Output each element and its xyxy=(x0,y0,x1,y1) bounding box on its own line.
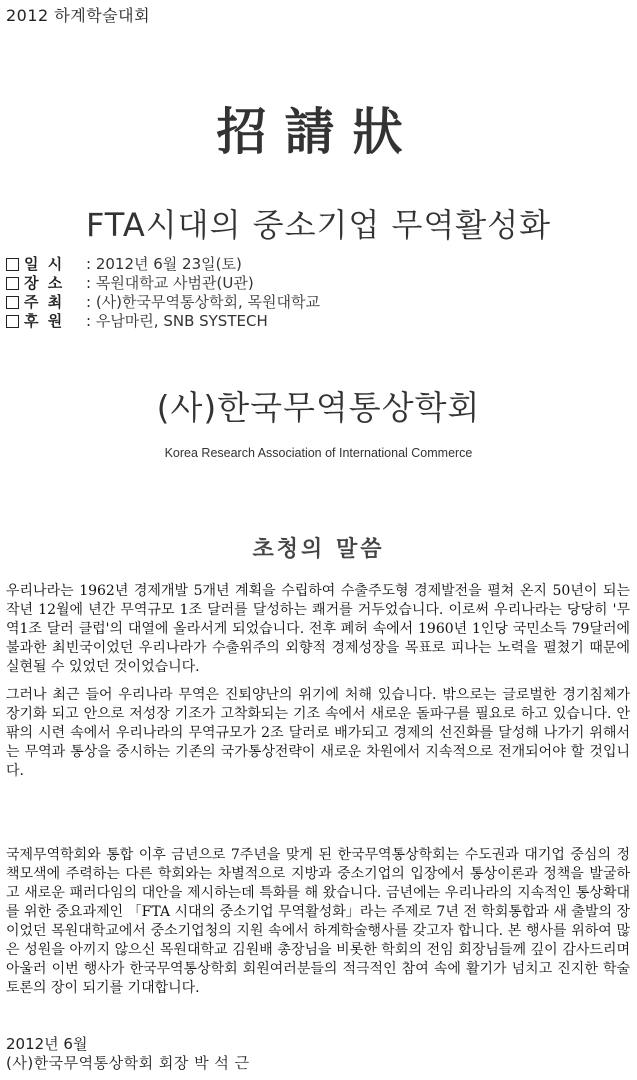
detail-value: (사)한국무역통상학회, 목원대학교 xyxy=(95,293,320,311)
checkbox-bullet-icon xyxy=(6,258,19,271)
detail-value: 목원대학교 사범관(U관) xyxy=(95,274,254,292)
organization-name-english: Korea Research Association of International Commerce xyxy=(164,446,473,460)
organization-name-korean: (사)한국무역통상학회 xyxy=(156,388,481,427)
detail-value: 우남마린, SNB SYSTECH xyxy=(95,312,268,330)
detail-key: 일 시 xyxy=(24,255,65,273)
detail-separator: : xyxy=(86,312,96,330)
invitation-title: 招請狀 xyxy=(216,102,421,161)
detail-key: 장 소 xyxy=(24,274,65,292)
signature-name: (사)한국무역통상학회 회장 박 석 근 xyxy=(6,1054,250,1072)
detail-row-host xyxy=(6,293,320,312)
checkbox-bullet-icon xyxy=(6,296,19,309)
detail-key: 주 최 xyxy=(24,293,65,311)
greeting-paragraph: 우리나라는 1962년 경제개발 5개년 계획을 수립하여 수출주도형 경제발전을 펼쳐 온지 50년이 되는 작년 12월에 년간 무역규모 1조 달러를 달성하는 쾌거를 거두었습니다. 이로써 우리나라는 당당히 '무역1조 달러 클럽'의 대열에 올라서게 되었습니다. 전후 폐허 속에서 1960년 1인당 국민소득 79달러에 불과한 최빈국이었던 우리나라가 수출위주의 외향적 경제성장을 목표로 피나는 노력을 펼쳤기 때문에 실현될 수 있었던 것이었습니다. xyxy=(6,583,630,675)
checkbox-bullet-icon xyxy=(6,315,19,328)
signature-date: 2012년 6월 xyxy=(6,1035,88,1053)
event-label: 2012 하계학술대회 xyxy=(6,6,151,25)
checkbox-bullet-icon xyxy=(6,277,19,290)
greeting-paragraph: 국제무역학회와 통합 이후 금년으로 7주년을 맞게 된 한국무역통상학회는 수도권과 대기업 중심의 정책모색에 주력하는 다른 학회와는 차별적으로 지방과 중소기업의 입장에서 통상이론과 정책을 발굴하고 새로운 패러다임의 대안을 제시하는데 특화를 해 왔습니다. 금년에는 우리나라의 지속적인 통상확대를 위한 중요과제인 「FTA 시대의 중소기업 무역활성화」라는 주제로 7년 전 학회통합과 새 출발의 장이었던 목원대학교에서 중소기업청의 지원 속에서 하계학술행사를 갖고자 합니다. 본 행사를 위하여 많은 성원을 아끼지 않으신 목원대학교 김원배 총장님을 비롯한 학회의 전임 회장님들께 깊이 감사드리며 아울러 이번 행사가 한국무역통상학회 회원여러분들의 적극적인 참여 속에 활기가 넘치고 진지한 학술토론의 장이 되기를 기대합니다. xyxy=(6,847,630,996)
conference-theme: FTA시대의 중소기업 무역활성화 xyxy=(85,206,552,244)
detail-row-sponsor xyxy=(6,312,320,331)
detail-row-date xyxy=(6,255,320,274)
detail-row-venue xyxy=(6,274,320,293)
detail-separator: : xyxy=(86,274,96,292)
event-details xyxy=(6,255,320,331)
detail-key: 후 원 xyxy=(24,312,65,330)
greeting-heading: 초청의 말씀 xyxy=(252,537,385,562)
detail-separator: : xyxy=(86,255,96,273)
greeting-paragraph: 그러나 최근 들어 우리나라 무역은 진퇴양난의 위기에 처해 있습니다. 밖으로는 글로벌한 경기침체가 장기화 되고 안으로 저성장 기조가 고착화되는 기조 속에서 새로운 돌파구를 필요로 하고 있습니다. 안팎의 시련 속에서 우리나라의 무역규모가 2조 달러로 배가되고 경제의 선진화를 달성해 나가기 위해서는 무역과 통상을 중시하는 기존의 국가통상전략이 새로운 차원에서 지속적으로 전개되어야 할 것입니다. xyxy=(6,687,630,779)
detail-separator: : xyxy=(86,293,96,311)
detail-value: 2012년 6월 23일(토) xyxy=(95,255,242,273)
